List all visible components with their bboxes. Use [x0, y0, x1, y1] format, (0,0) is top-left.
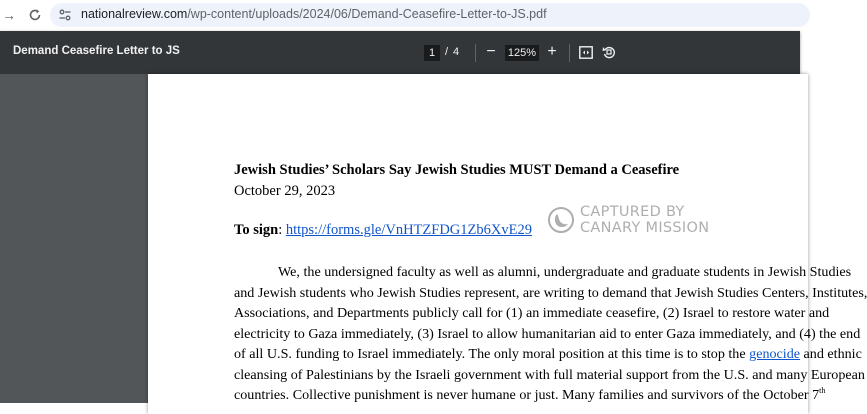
zoom-out-button[interactable]: − — [486, 43, 496, 60]
toolbar-divider — [569, 44, 570, 62]
canary-logo-icon — [548, 207, 574, 233]
zoom-level-input[interactable]: 125% — [505, 45, 539, 61]
pdf-page — [148, 74, 867, 414]
url-text[interactable] — [81, 7, 547, 21]
watermark-line2: CANARY MISSION — [580, 220, 710, 236]
document-heading: Jewish Studies’ Scholars Say Jewish Studies MUST Demand a Ceasefire — [234, 162, 680, 178]
url-host: nationalreview.com — [81, 7, 188, 21]
line-text: countries. Collective punishment is never humane or just. Many families and survivors of the October 7 — [234, 387, 820, 403]
paragraph-line: Associations, and Departments publicly call for (1) an immediate ceasefire, (2) Israel to restore water and — [234, 305, 830, 321]
url-path: /wp-content/uploads/2024/06/Demand-Ceasefire-Letter-to-JS.pdf — [187, 7, 547, 21]
fit-to-page-icon[interactable] — [579, 46, 593, 59]
forward-arrow-icon[interactable]: → — [2, 7, 16, 23]
paragraph-line: We, the undersigned faculty as well as alumni, undergraduate and graduate students in Jewish Studies — [278, 264, 852, 280]
to-sign-label: To sign — [234, 222, 279, 238]
pdf-toolbar — [0, 31, 800, 74]
line-text: and ethnic — [800, 346, 862, 362]
rotate-icon[interactable] — [602, 45, 616, 59]
canary-mission-watermark — [548, 203, 718, 239]
superscript: th — [819, 386, 826, 395]
page-number-input[interactable]: 1 — [424, 45, 440, 61]
genocide-link[interactable]: genocide — [749, 346, 801, 362]
to-sign-link[interactable]: https://forms.gle/VnHTZFDG1Zb6XvE29 — [285, 222, 532, 238]
paragraph-line: cleansing of Palestinians by the Israeli government with full material support from the U.S. and many European — [234, 366, 865, 383]
letter-paragraph — [234, 262, 867, 406]
to-sign-colon: : — [278, 222, 286, 238]
page-separator: / — [445, 46, 449, 58]
paragraph-line: and Jewish students who Jewish Studies represent, are writing to demand that Jewish Studies Centers, Institutes, — [234, 284, 867, 301]
to-sign-line — [234, 222, 532, 239]
document-title: Demand Ceasefire Letter to JS — [13, 45, 180, 57]
line-text: of all U.S. funding to Israel immediately. The only moral position at this time is to stop the — [234, 346, 750, 362]
toolbar-divider — [475, 44, 476, 62]
paragraph-line: electricity to Gaza immediately, (3) Israel to allow humanitarian aid to enter Gaza immediately, and (4) the end — [234, 325, 861, 342]
browser-address-bar — [0, 0, 800, 30]
watermark-line1: CAPTURED BY — [580, 204, 685, 220]
page-total: 4 — [453, 46, 460, 58]
paragraph-line — [234, 385, 826, 406]
document-date: October 29, 2023 — [234, 183, 336, 199]
zoom-in-button[interactable]: + — [547, 43, 557, 60]
site-settings-icon[interactable] — [58, 8, 72, 22]
reload-icon[interactable] — [24, 4, 46, 26]
paragraph-line — [234, 344, 862, 365]
